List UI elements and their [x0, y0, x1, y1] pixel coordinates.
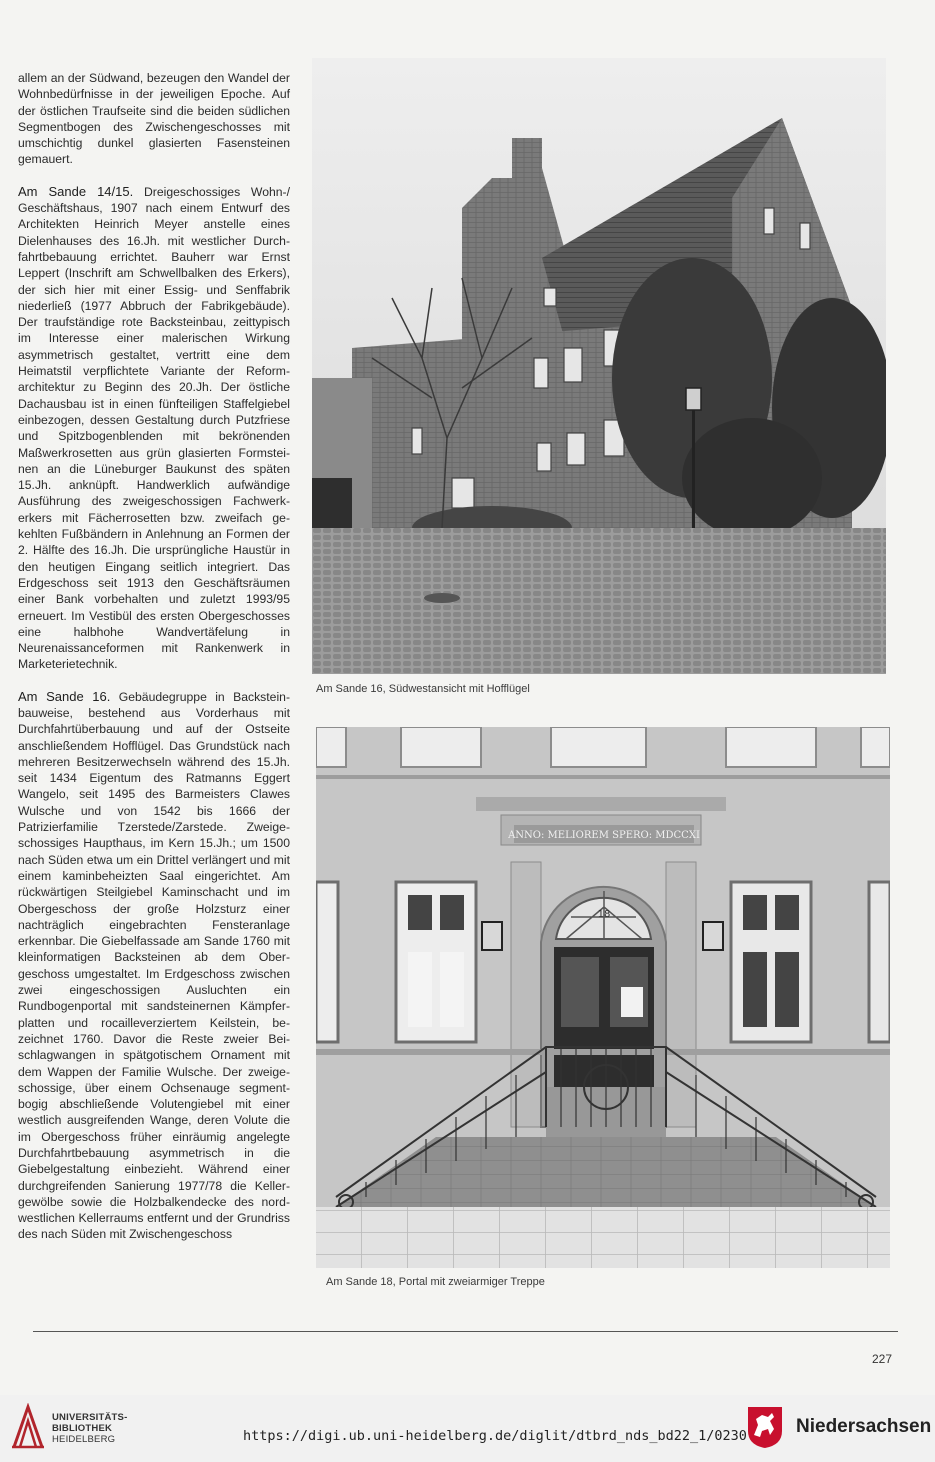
library-name-line-1: UNIVERSITÄTS-	[52, 1412, 128, 1423]
figure-caption-2: Am Sande 18, Portal mit zweiarmiger Treppe	[326, 1276, 545, 1288]
photo-am-sande-18-portal	[316, 727, 890, 1268]
university-library-name[interactable]	[52, 1412, 127, 1445]
university-library-logo-icon[interactable]	[10, 1403, 46, 1451]
library-name-line-3: HEIDELBERG	[52, 1434, 116, 1445]
portal-inscription: ANNO: MELIOREM SPERO: MDCCXI	[508, 830, 700, 841]
paragraph-am-sande-16	[18, 689, 290, 1243]
entry-text-am-sande-16: Gebäudegruppe in Backsteinbauweise, bestehend aus Vorderhaus mit Durchfahrtüberbauung und auf der Ostseite anschließendem Hofflügel. Das Grundstück nach mehreren Besitzerwechseln während des 15.Jh. seit 1434 Eigentum des Ratmanns Eggert Wangelo, seit 1495 des Barmeisters Clawes Wulsche und von 1542 bis 1666 der Patrizierfamilie Tzerstede/Zarstede. Zweigeschossiges Haupthaus, im Kern 15.Jh.; um 1500 nach Süden etwa um ein Drittel verlängert und mit einem kaminbeheizten Saal eingerichtet. Am rückwärtigen Steilgiebel Kaminschacht und im Obergeschoss der große Holzsturz einer nachträglich eingebrachten Fensteranlage erkennbar. Die Giebelfassade am Sande 1760 mit kleinformatigen Backsteinen ab dem Obergeschoss umgestaltet. Im Erdgeschoss zwischen zwei eingeschossigen Ausluchten ein Rundbogenportal mit sandsteinernen Kämpferplatten und rocailleverziertem Keilstein, bezeichnet 1760. Davor die Reste zweier Beischlagwangen in spätgotischem Ornament mit dem Wappen der Familie Wulsche. Der zweigeschossige, über einem Ochsenauge segmentbogig abschließende Volutengiebel mit einer westlich ausgreifenden Wange, deren Volute die im Obergeschoss früher einräumig angelegte Durchfahrtbebauung asymmetrisch in die Giebelgestaltung einbezieht. Während einer durchgreifenden Sanierung 1977/78 die Kellergewölbe sowie die Holzbalkendecke des nordwestlichen Kellerraums entfernt und der Grundriss des nach Süden mit Zwischengeschoss	[18, 689, 290, 1242]
document-url[interactable]: https://digi.ub.uni-heidelberg.de/diglit/dtbrd_nds_bd22_1/0230	[243, 1428, 747, 1444]
state-name[interactable]: Niedersachsen	[796, 1416, 932, 1437]
entry-heading-am-sande-14-15: Am Sande 14/15.	[18, 183, 134, 199]
page-footer-rule	[33, 1331, 898, 1332]
page-number: 227	[872, 1352, 893, 1366]
figure-caption-1: Am Sande 16, Südwestansicht mit Hofflügel	[316, 683, 530, 695]
entry-text-am-sande-14-15: Dreigeschossiges Wohn-/ Geschäftshaus, 1907 nach einem Entwurf des Architekten Heinrich Meyer anstelle eines Dielenhauses des 16.Jh. mit westlicher Durchfahrtbebauung errichtet. Bauherr war Ernst Leppert (Inschrift am Schwellbalken des Erkers), der sich hier mit einer Essig- und Senffabrik niederließ (1977 Abbruch der Fabrikgebäude). Der traufständige rote Backsteinbau, zeittypisch im Interesse einer malerischen Wirkung asymmetrisch gestaltet, vertritt eine dem Heimatstil verpflichtete Variante der Reformarchitektur zu Beginn des 20.Jh. Der östliche Dachausbau ist in einen fünfteiligen Staffelgiebel einbezogen, dessen Gestaltung durch Putzfriese und Spitzbogenblenden mit bekrönenden Maßwerkrosetten aus grün glasierten Formsteinen an die Lüneburger Baukunst des späten 15.Jh. anknüpft. Handwerklich aufwändige Ausführung des zweigeschossigen Fachwerkerkers mit Fächerrosetten bzw. zweifach gekehlten Fußbändern in Anlehnung an Formen der 2. Hälfte des 16.Jh. Die ursprüngliche Haustür in den heutigen Eingang seitlich integriert. Das Erdgeschoss seit 1913 den Geschäftsräumen einer Bank vorbehalten und zuletzt 1993/95 erneuert. Im Vestibül des ersten Obergeschosses eine halbhohe Wandvertäfelung in Neurenaissanceformen mit Rankenwerk in Marketerietechnik.	[18, 184, 290, 672]
paragraph-am-sande-14-15	[18, 184, 290, 673]
building-photo-illustration	[312, 58, 886, 674]
door-number: 18	[597, 909, 611, 920]
photo-am-sande-16-southwest	[312, 58, 886, 674]
library-name-line-2: BIBLIOTHEK	[52, 1423, 113, 1434]
niedersachsen-horse-icon[interactable]	[746, 1405, 784, 1449]
paragraph-wall-description: allem an der Südwand, bezeugen den Wandel der Wohnbedürfnisse in der jeweiligen Epoche. Auf der östlichen Traufseite sind die beiden südlichen Segmentbogen des Zwischengeschosses mit umschichtig dunkel glasierten Fasensteinen gemauert.	[18, 71, 290, 167]
body-text-column	[18, 70, 290, 1259]
portal-photo-illustration	[316, 727, 890, 1268]
entry-heading-am-sande-16: Am Sande 16.	[18, 688, 111, 704]
